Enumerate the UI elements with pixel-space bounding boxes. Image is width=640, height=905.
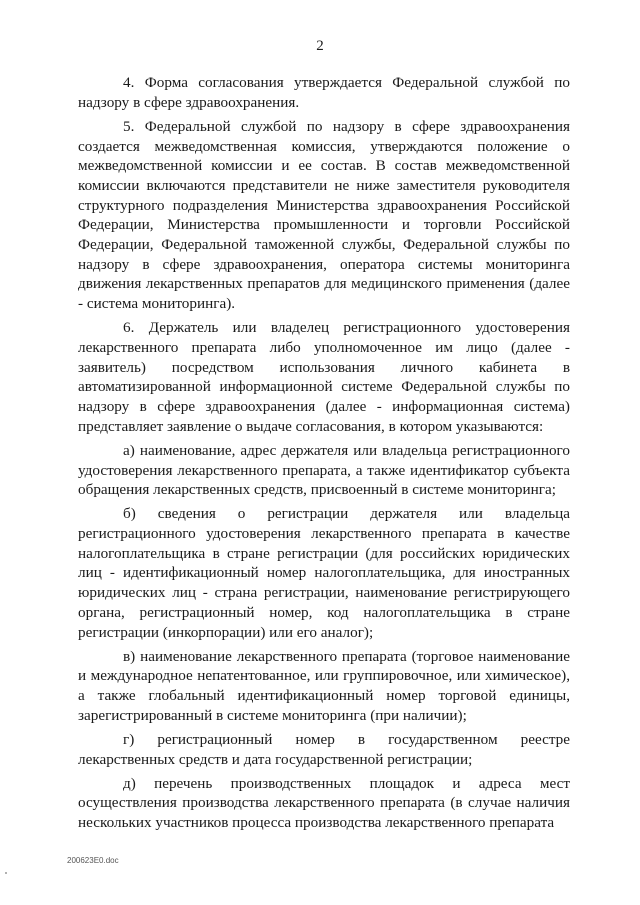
scan-speck <box>5 872 7 874</box>
footer-file-code: 200623E0.doc <box>67 856 119 865</box>
page-number: 2 <box>316 38 324 54</box>
list-item-d: д) перечень производственных площадок и адреса мест осуществления производства лекарственного препарата (в случае наличия нескольких участников процесса производства лекарственного препарата <box>78 774 570 832</box>
document-body <box>78 73 570 837</box>
paragraph-4: 4. Форма согласования утверждается Федеральной службой по надзору в сфере здравоохранения. <box>78 74 570 111</box>
list-item-v: в) наименование лекарственного препарата (торговое наименование и международное непатентованное, или группировочное, или химическое), а также глобальный идентификационный номер торговой единицы, зарегистрированный в системе мониторинга (при наличии); <box>78 647 570 724</box>
list-item-b: б) сведения о регистрации держателя или владельца регистрационного удостоверения лекарственного препарата в качестве налогоплательщика в стране регистрации (для российских юридических лиц - идентификационный номер налогоплательщика, для иностранных юридических лиц - страна регистрации, наименование регистрирующего органа, регистрационный номер, код налогоплательщика в стране регистрации (инкорпорации) или его аналог); <box>78 505 570 641</box>
list-item-g: г) регистрационный номер в государственном реестре лекарственных средств и дата государственной регистрации; <box>78 730 570 768</box>
list-item-a: а) наименование, адрес держателя или владельца регистрационного удостоверения лекарственного препарата, а также идентификатор субъекта обращения лекарственных средств, присвоенный в системе мониторинга; <box>78 441 570 499</box>
paragraph-5: 5. Федеральной службой по надзору в сфере здравоохранения создается межведомственная комиссия, утверждаются положение о межведомственной комиссии и ее состав. В состав межведомственной комиссии включаются представители не ниже заместителя руководителя структурного подразделения Министерства здравоохранения Российской Федерации, Министерства промышленности и торговли Российской Федерации, Федеральной таможенной службы, Федеральной службы по надзору в сфере здравоохранения, оператора системы мониторинга движения лекарственных препаратов для медицинского применения (далее - система мониторинга). <box>78 117 570 313</box>
paragraph-6: 6. Держатель или владелец регистрационного удостоверения лекарственного препарата либо уполномоченное им лицо (далее - заявитель) посредством использования личного кабинета в автоматизированной информационной системе Федеральной службы по надзору в сфере здравоохранения (далее - информационная система) представляет заявление о выдаче согласования, в котором указываются: <box>78 319 570 435</box>
